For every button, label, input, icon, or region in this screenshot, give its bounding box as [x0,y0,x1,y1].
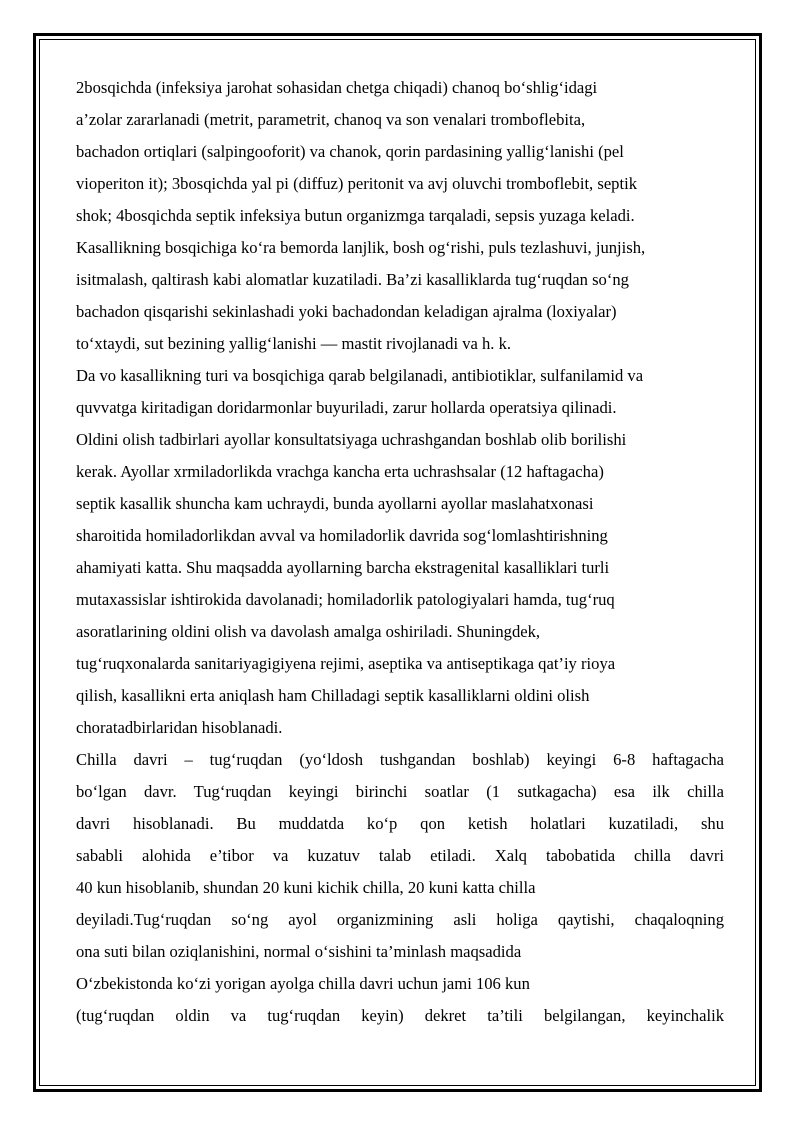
text-line: tug‘ruqxonalarda sanitariyagigiyena rejimi, aseptika va antiseptikaga qat’iy rioya [76,654,616,673]
text-line: choratadbirlaridan hisoblanadi. [76,718,283,737]
text-line: a’zolar zararlanadi (metrit, parametrit, chanoq va son venalari tromboflebita, [76,110,586,129]
text-line: Oldini olish tadbirlari ayollar konsultatsiyaga uchrashgandan boshlab olib borilishi [76,430,627,449]
text-line: ona suti bilan oziqlanishini, normal o‘sishini ta’minlash maqsadida [76,942,522,961]
text-line: shok; 4bosqichda septik infeksiya butun organizmga tarqaladi, sepsis yuzaga keladi. [76,206,635,225]
text-line: ahamiyati katta. Shu maqsadda ayollarning barcha ekstragenital kasalliklari turli [76,558,610,577]
text-line: kerak. Ayollar xrmiladorlikda vrachga kancha erta uchrashsalar (12 haftagacha) [76,462,604,481]
text-line: mutaxassislar ishtirokida davolanadi; homiladorlik patologiyalari hamda, tug‘ruq [76,590,615,609]
text-line: bachadon qisqarishi sekinlashadi yoki bachadondan keladigan ajralma (loxiyalar) [76,302,617,321]
text-line: sababli alohida e’tibor va kuzatuv talab etiladi. Xalq tabobatida chilla davri [76,846,724,865]
text-line: bo‘lgan davr. Tug‘ruqdan keyingi birinchi soatlar (1 sutkagacha) esa ilk chilla [76,782,724,801]
text-line: (tug‘ruqdan oldin va tug‘ruqdan keyin) dekret ta’tili belgilangan, keyinchalik [76,1006,724,1025]
text-line: Da vo kasallikning turi va bosqichiga qarab belgilanadi, antibiotiklar, sulfanilamid va [76,366,644,385]
document-body [76,72,724,1032]
text-line: to‘xtaydi, sut bezining yallig‘lanishi — mastit rivojlanadi va h. k. [76,334,512,353]
text-line: sharoitida homiladorlikdan avval va homiladorlik davrida sog‘lomlashtirishning [76,526,608,545]
text-line: O‘zbekistonda ko‘zi yorigan ayolga chilla davri uchun jami 106 kun [76,974,530,993]
text-line: bachadon ortiqlari (salpingooforit) va chanok, qorin pardasining yallig‘lanishi (pel [76,142,624,161]
text-line: davri hisoblanadi. Bu muddatda ko‘p qon ketish holatlari kuzatiladi, shu [76,814,724,833]
text-line: Chilla davri – tug‘ruqdan (yo‘ldosh tushgandan boshlab) keyingi 6-8 haftagacha [76,750,724,769]
text-line: isitmalash, qaltirash kabi alomatlar kuzatiladi. Ba’zi kasalliklarda tug‘ruqdan so‘ng [76,270,629,289]
text-line: 40 kun hisoblanib, shundan 20 kuni kichik chilla, 20 kuni katta chilla [76,878,536,897]
text-line: asoratlarining oldini olish va davolash amalga oshiriladi. Shuningdek, [76,622,541,641]
text-line: quvvatga kiritadigan doridarmonlar buyuriladi, zarur hollarda operatsiya qilinadi. [76,398,617,417]
text-line: Kasallikning bosqichiga ko‘ra bemorda lanjlik, bosh og‘rishi, puls tezlashuvi, junjish, [76,238,646,257]
text-line: 2bosqichda (infeksiya jarohat sohasidan chetga chiqadi) chanoq bo‘shlig‘idagi [76,78,598,97]
text-line: vioperiton it); 3bosqichda yal pi (diffuz) peritonit va avj oluvchi tromboflebit, septik [76,174,637,193]
text-line: qilish, kasallikni erta aniqlash ham Chilladagi septik kasalliklarni oldini olish [76,686,590,705]
text-line: septik kasallik shuncha kam uchraydi, bunda ayollarni ayollar maslahatxonasi [76,494,594,513]
text-line: deyiladi.Tug‘ruqdan so‘ng ayol organizmining asli holiga qaytishi, chaqaloqning [76,910,724,929]
